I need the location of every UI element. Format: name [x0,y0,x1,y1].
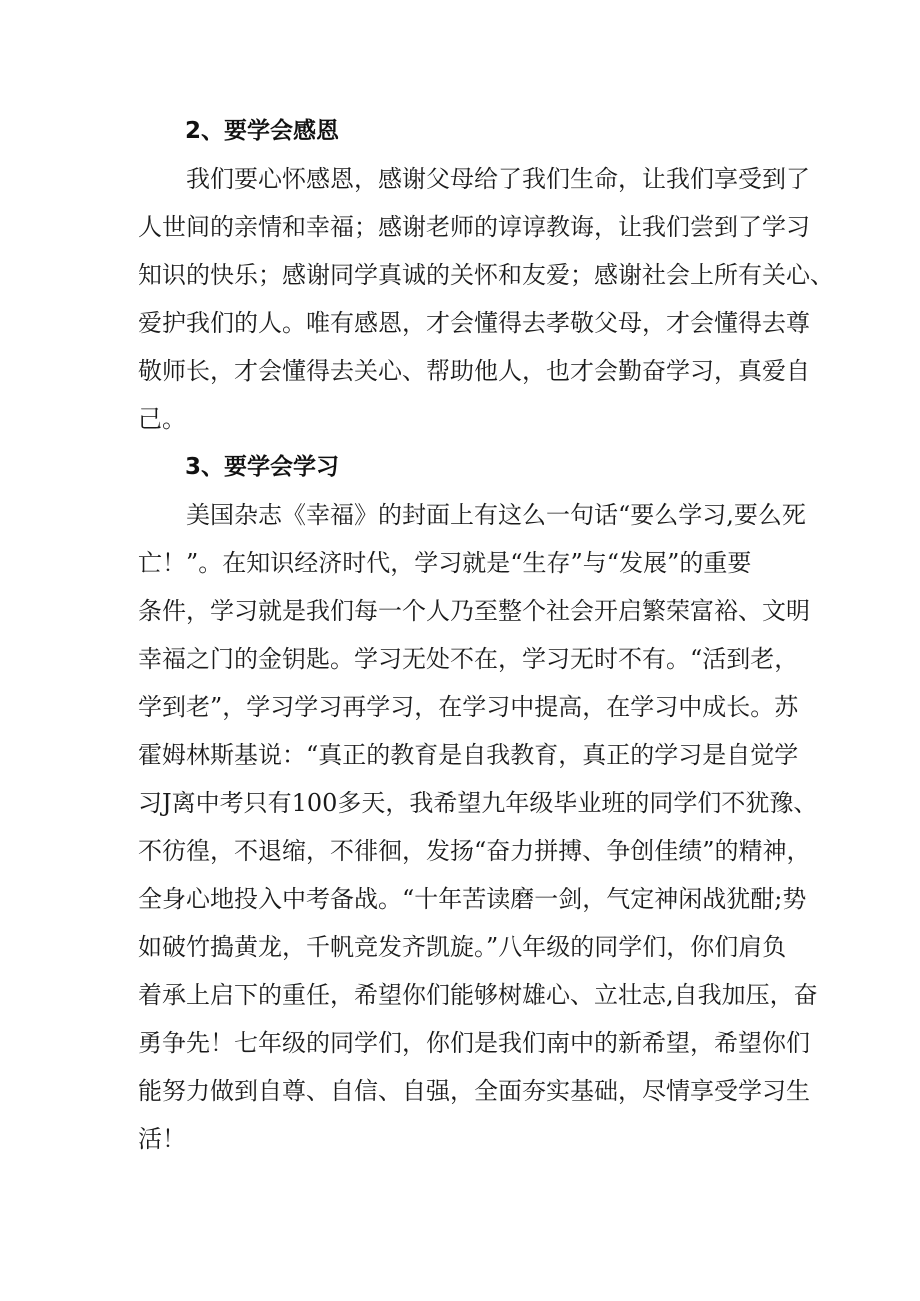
section-3-line: 亡！”。在知识经济时代，学习就是“生存”与“发展”的重要 [138,549,752,577]
section-2-line: 己。 [138,405,186,433]
section-3-line: 学到老”，学习学习再学习，在学习中提高，在学习中成长。苏 [138,693,799,721]
section-2-heading: 2、要学会感恩 [185,118,340,144]
section-3-heading: 3、要学会学习 [185,454,340,480]
section-2-line: 我们要心怀感恩，感谢父母给了我们生命，让我们享受到了 [186,165,810,193]
section-2-line: 知识的快乐；感谢同学真诚的关怀和友爱；感谢社会上所有关心、 [138,261,834,289]
section-3-line: 幸福之门的金钥匙。学习无处不在，学习无时不有。“活到老， [138,645,799,673]
section-3-line: 全身心地投入中考备战。“十年苦读磨一剑，气定神闲战犹酣;势 [138,885,807,913]
section-3-line: 不彷徨，不退缩，不徘徊，发扬“奋力拼搏、争创佳绩”的精神， [138,837,811,865]
section-2-line: 爱护我们的人。唯有感恩，才会懂得去孝敬父母，才会懂得去尊 [138,309,810,337]
section-3-line: 习J离中考只有100多天，我希望九年级毕业班的同学们不犹豫、 [138,789,818,817]
section-3-line: 霍姆林斯基说：“真正的教育是自我教育，真正的学习是自觉学 [138,741,799,769]
section-3-line: 活！ [138,1125,186,1153]
section-3-line: 条件，学习就是我们每一个人乃至整个社会开启繁荣富裕、文明 [138,597,810,625]
section-3-line: 如破竹搗黄龙，千帆竞发齐凯旋。”八年级的同学们，你们肩负 [138,933,787,961]
section-3-line: 美国杂志《幸福》的封面上有这么一句话“要么学习,要么死 [186,501,806,529]
section-2-line: 人世间的亲情和幸福；感谢老师的谆谆教诲，让我们尝到了学习 [138,213,810,241]
section-3-line: 勇争先！七年级的同学们，你们是我们南中的新希望，希望你们 [138,1029,810,1057]
section-2-line: 敬师长，才会懂得去关心、帮助他人，也才会勤奋学习，真爱自 [138,357,810,385]
section-3-line: 能努力做到自尊、自信、自强，全面夯实基础，尽情享受学习生 [138,1077,810,1105]
section-3-line: 着承上启下的重任，希望你们能够树雄心、立壮志,自我加压，奋 [138,981,818,1009]
